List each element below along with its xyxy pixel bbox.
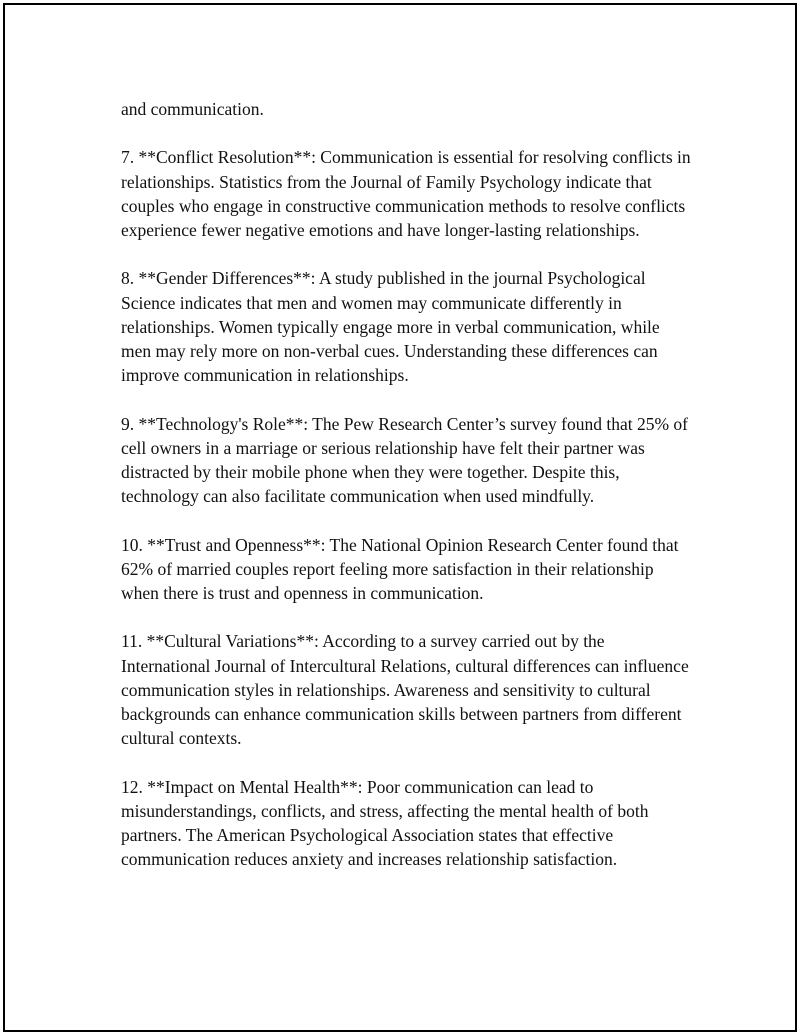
document-body (121, 97, 691, 896)
paragraph-conflict-resolution: 7. **Conflict Resolution**: Communication is essential for resolving conflicts in relationships. Statistics from the Journal of Family Psychology indicate that couples who engage in constructive communication methods to resolve conflicts experience fewer negative emotions and have longer-lasting relationships. (121, 147, 691, 240)
paragraph-trust-openness: 10. **Trust and Openness**: The National Opinion Research Center found that 62% of married couples report feeling more satisfaction in their relationship when there is trust and openness in communication. (121, 534, 679, 603)
paragraph-continuation: and communication. (121, 99, 264, 119)
paragraph-mental-health: 12. **Impact on Mental Health**: Poor communication can lead to misunderstandings, conflicts, and stress, affecting the mental health of both partners. The American Psychological Association states that effective communication reduces anxiety and increases relationship satisfaction. (121, 776, 649, 870)
paragraph-cultural-variations: 11. **Cultural Variations**: According to a survey carried out by the International Journal of Intercultural Relations, cultural differences can influence communication styles in relationships. Awareness and sensitivity to cultural backgrounds can enhance communication skills between partners from different cultural contexts. (121, 631, 689, 749)
document-page (3, 3, 797, 1032)
paragraph-technology-role: 9. **Technology's Role**: The Pew Research Center’s survey found that 25% of cell owners in a marriage or serious relationship have felt their partner was distracted by their mobile phone when they were together. Despite this, technology can also facilitate communication when used mindfully. (121, 413, 688, 507)
paragraph-gender-differences: 8. **Gender Differences**: A study published in the journal Psychological Science indicates that men and women may communicate differently in relationships. Women typically engage more in verbal communication, while men may rely more on non-verbal cues. Understanding these differences can improve communication in relationships. (121, 268, 660, 386)
